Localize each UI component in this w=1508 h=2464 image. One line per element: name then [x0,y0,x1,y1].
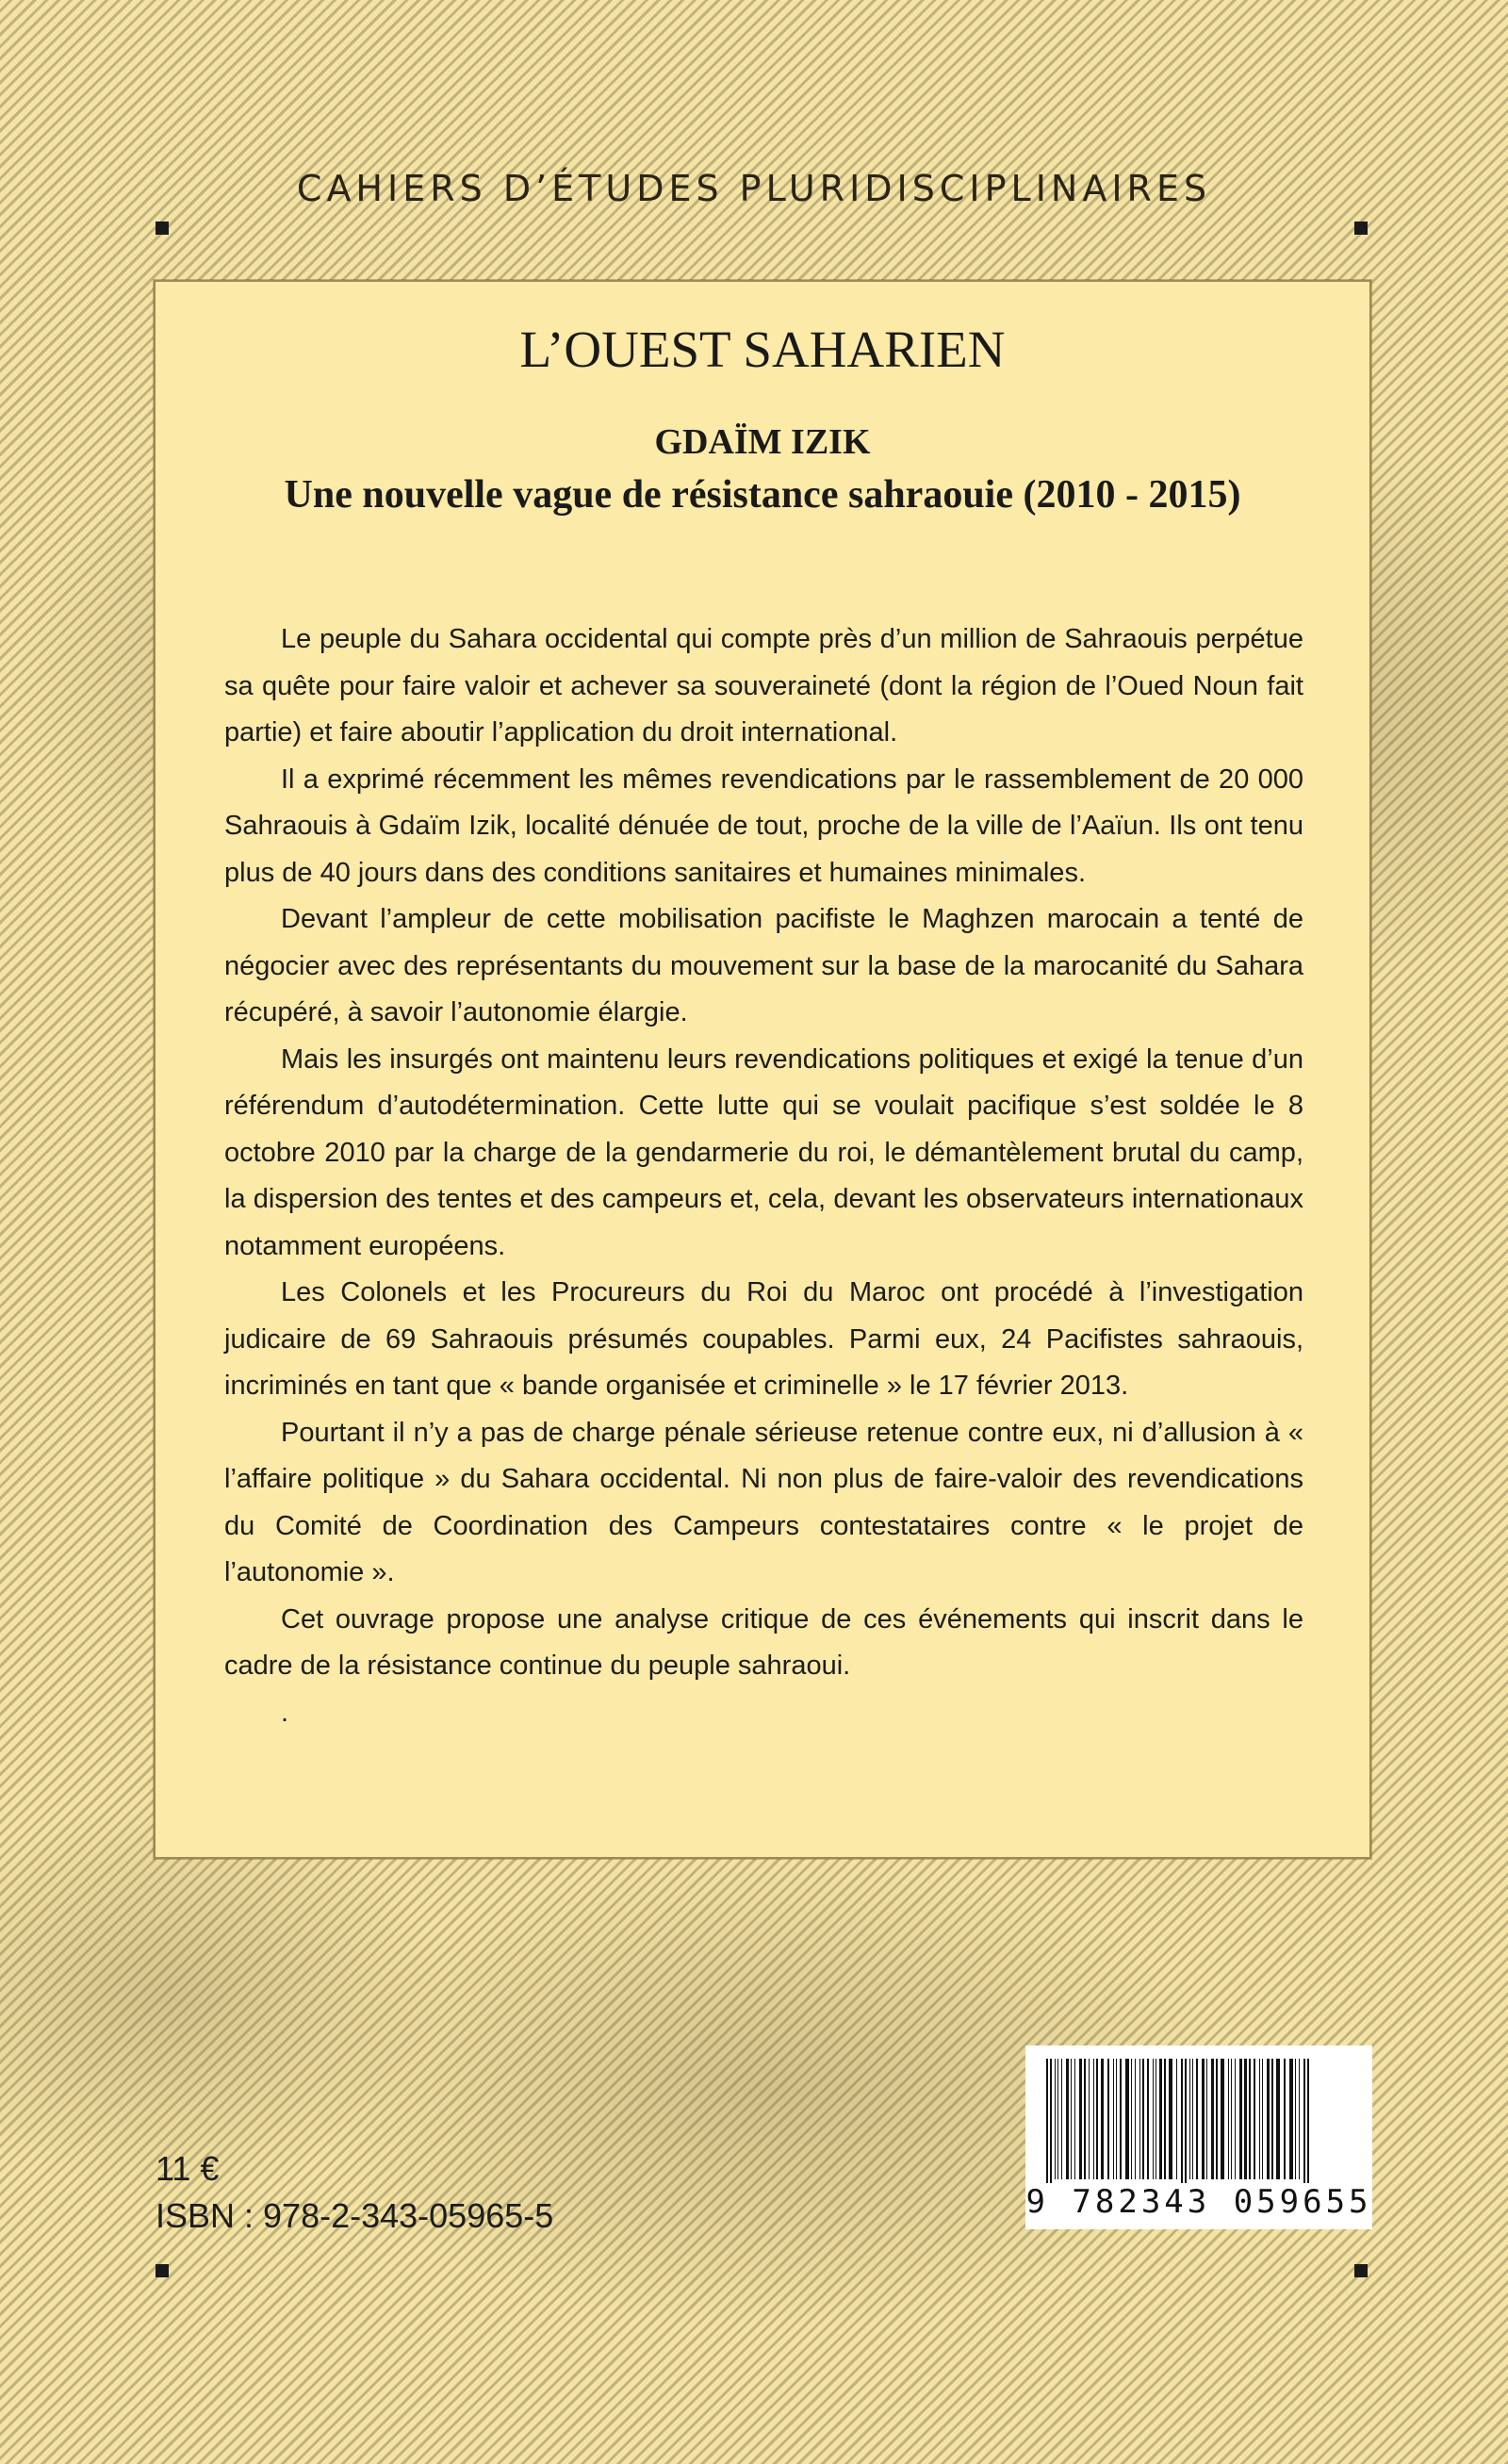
barcode-bar [1249,2059,1251,2179]
barcode-bar [1231,2059,1232,2179]
book-subtitle-line-2: Une nouvelle vague de résistance sahraouie (2010 - 2015) [284,473,1241,517]
barcode [1025,2045,1372,2229]
barcode-bar [1096,2059,1098,2179]
summary-paragraph: Les Colonels et les Procureurs du Roi du Maroc ont procédé à l’investigation judicaire de 69 Sahraouis présumés coupables. Parmi eux, 24 Pacifistes sahraouis, incriminés en tant que « bande organisée et criminelle » le 17 février 2013. [224,1277,1303,1401]
barcode-bar [1074,2059,1075,2179]
barcode-bar [1211,2059,1214,2179]
barcode-bar [1120,2059,1122,2179]
summary-paragraph: Le peuple du Sahara occidental qui compte près d’un million de Sahraouis perpétue sa quête pour faire valoir et achever sa souveraineté (dont la région de l’Oued Noun fait partie) et faire aboutir l’application du droit international. [224,624,1303,747]
barcode-bar [1192,2059,1193,2179]
barcode-bar [1299,2059,1300,2179]
barcode-bar [1271,2059,1273,2179]
barcode-bars [1025,2045,1372,2187]
barcode-bar [1235,2059,1236,2179]
series-title: CAHIERS D’ÉTUDES PLURIDISCIPLINAIRES [296,168,1212,209]
corner-square-bottom-right [1354,2264,1368,2277]
corner-square-bottom-left [156,2264,169,2277]
barcode-bar [1202,2059,1205,2179]
barcode-bar [1046,2059,1048,2187]
barcode-digits: 9 782343 059655 [1025,2183,1372,2221]
barcode-bar [1196,2059,1198,2179]
barcode-bar [1050,2059,1052,2187]
barcode-bar [1267,2059,1270,2179]
back-cover-panel [154,280,1371,1859]
barcode-bar [1116,2059,1117,2179]
barcode-bar [1066,2059,1069,2179]
barcode-bar [1125,2059,1129,2179]
book-title: L’OUEST SAHARIEN [519,320,1006,378]
barcode-bar [1221,2059,1224,2179]
barcode-bar [1169,2059,1172,2179]
barcode-bar [1071,2059,1072,2179]
barcode-bar [1176,2059,1177,2179]
barcode-bar [1185,2059,1187,2187]
corner-square-top-right [1354,222,1368,235]
barcode-bar [1254,2059,1255,2179]
summary-paragraph: Devant l’ampleur de cette mobilisation pacifiste le Maghzen marocain a tenté de négocier avec des représentants du mouvement sur la base de la marocanité du Sahara récupéré, à savoir l’autonomie élargie. [224,904,1303,1027]
barcode-bar [1057,2059,1058,2179]
book-subtitle: GDAÏM IZIK [654,422,871,462]
barcode-bar [1084,2059,1086,2179]
barcode-bar [1259,2059,1260,2179]
barcode-bar [1303,2059,1305,2187]
barcode-bar [1147,2059,1149,2179]
summary-text [224,616,1303,1736]
barcode-bar [1093,2059,1094,2179]
summary-paragraph: Pourtant il n’y a pas de charge pénale sérieuse retenue contre eux, ni d’allusion à « l’affaire politique » du Sahara occidental. Ni non plus de faire-valoir des revendications du Comité de Coordination des Campeurs contestataires contre « le projet de l’autonomie ». [224,1417,1303,1587]
summary-paragraph: . [281,1697,289,1728]
barcode-bar [1055,2059,1056,2179]
summary-paragraph: Il a exprimé récemment les mêmes revendications par le rassemblement de 20 000 Sahraouis à Gdaïm Izik, localité dénuée de tout, proche de la ville de l’Aaïun. Ils ont tenu plus de 40 jours dans des conditions sanitaires et humaines minimales. [224,764,1303,888]
barcode-bar [1101,2059,1104,2179]
barcode-bar [1131,2059,1132,2179]
barcode-bar [1142,2059,1144,2179]
barcode-bar [1139,2059,1140,2179]
barcode-bar [1216,2059,1218,2179]
barcode-bar [1276,2059,1280,2179]
barcode-bar [1153,2059,1154,2179]
barcode-bar [1089,2059,1090,2179]
barcode-bar [1189,2059,1190,2179]
price: 11 € [156,2149,220,2188]
barcode-bar [1061,2059,1062,2179]
barcode-bar [1107,2059,1109,2179]
corner-square-top-left [156,222,169,235]
barcode-bar [1239,2059,1242,2179]
summary-paragraph: Mais les insurgés ont maintenu leurs revendications politiques et exigé la tenue d’un référendum d’autodétermination. Cette lutte qui se voulait pacifique s’est soldée le 8 octobre 2010 par la charge de la gendarmerie du roi, le démantèlement brutal du camp, la dispersion des tentes et des campeurs et, cela, devant les observateurs internationaux notamment européens. [224,1043,1303,1261]
barcode-bar [1181,2059,1183,2187]
barcode-bar [1135,2059,1136,2179]
barcode-bar [1284,2059,1286,2179]
barcode-bar [1262,2059,1263,2179]
barcode-bar [1244,2059,1247,2179]
barcode-bar [1307,2059,1309,2187]
barcode-bar [1159,2059,1162,2179]
barcode-bar [1079,2059,1082,2179]
isbn: ISBN : 978-2-343-05965-5 [156,2196,554,2235]
barcode-bar [1295,2059,1296,2179]
barcode-bar [1228,2059,1229,2179]
barcode-bar [1164,2059,1166,2179]
summary-paragraph: Cet ouvrage propose une analyse critique de ces événements qui inscrit dans le cadre de la résistance continue du peuple sahraoui. [224,1603,1303,1681]
barcode-bar [1289,2059,1293,2179]
barcode-bar [1206,2059,1207,2179]
barcode-bar [1113,2059,1114,2179]
